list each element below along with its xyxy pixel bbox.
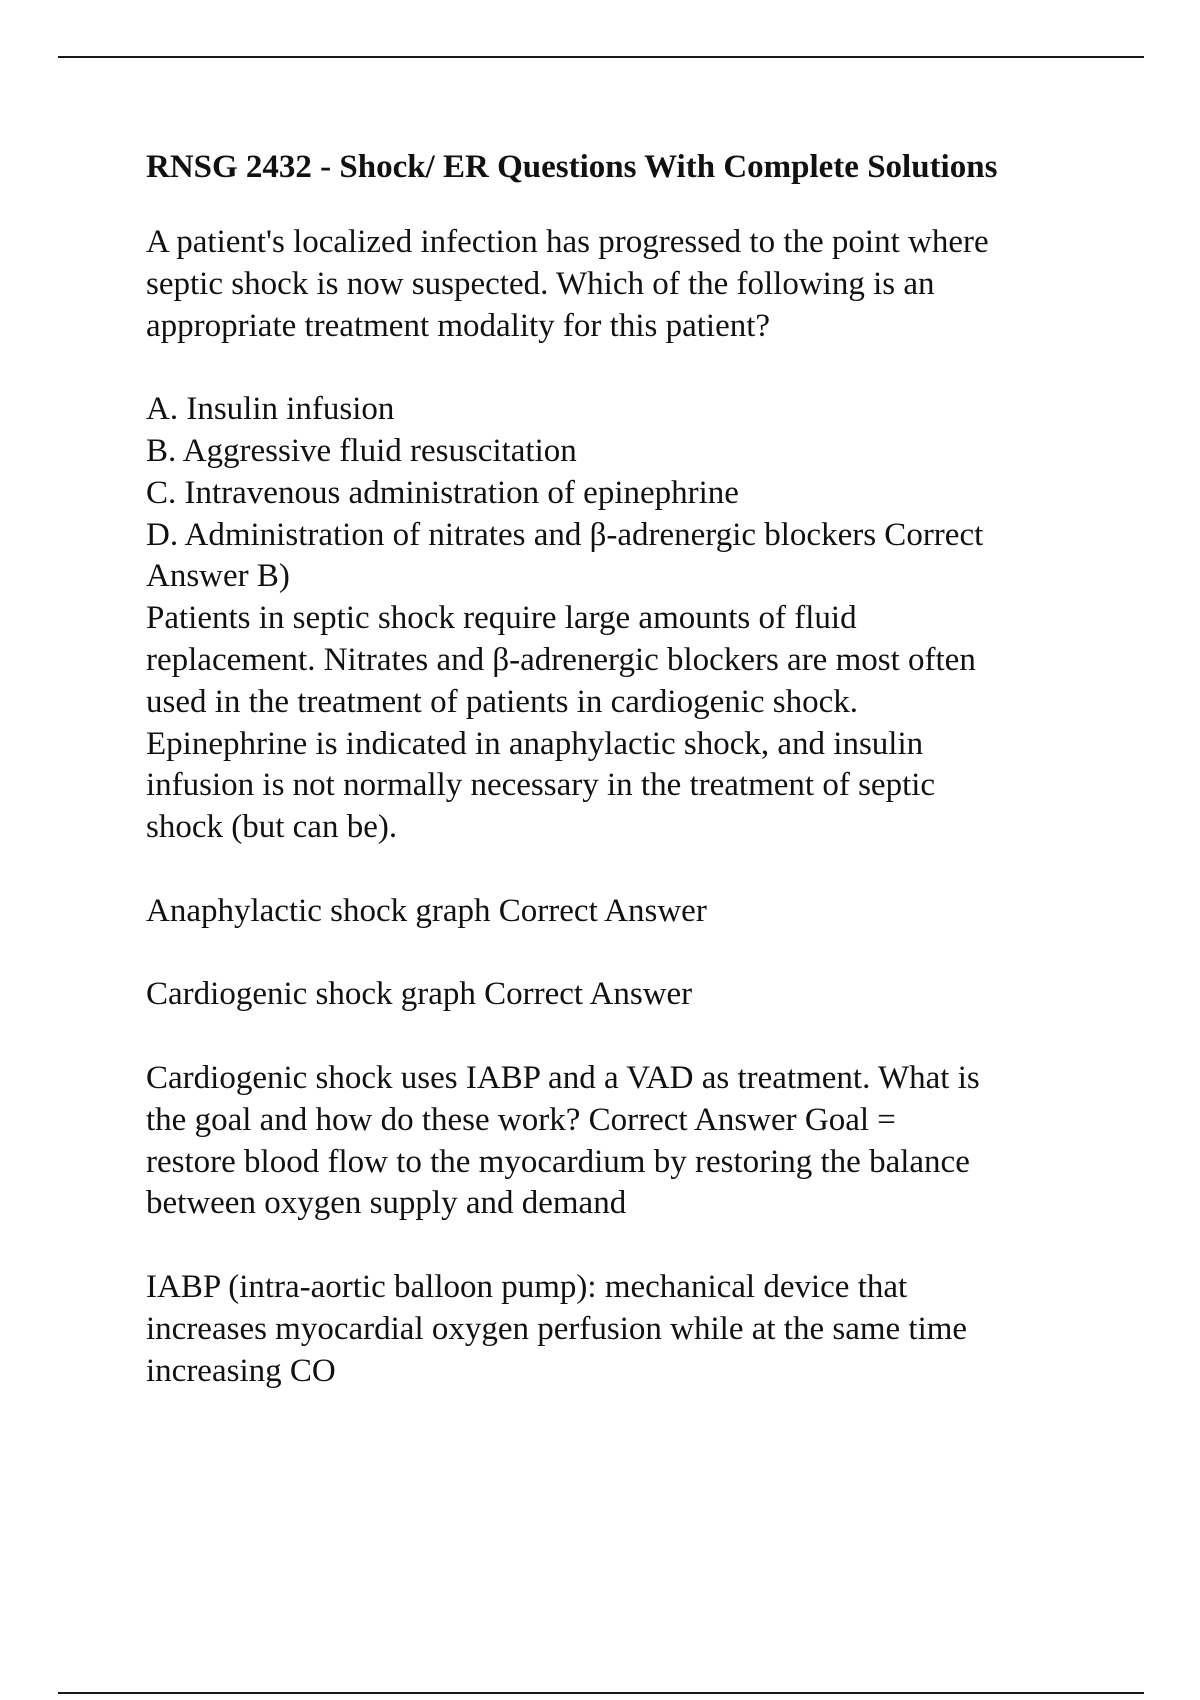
document-body [146,140,1106,1392]
rationale-line: Patients in septic shock require large amounts of fluid [146,600,857,637]
text-line: septic shock is now suspected. Which of the following is an [146,265,935,302]
rationale-line: Epinephrine is indicated in anaphylactic shock, and insulin [146,725,924,762]
bottom-rule [58,1692,1144,1694]
anaphylactic-shock-graph [146,891,1106,933]
text-line: Cardiogenic shock graph Correct Answer [146,976,693,1013]
text-line: IABP (intra-aortic balloon pump): mechanical device that [146,1268,908,1305]
text-line: restore blood flow to the myocardium by restoring the balance [146,1143,970,1180]
question-cardiogenic-shock [146,1058,1106,1225]
text-line: A patient's localized infection has progressed to the point where [146,224,989,260]
text-line: Cardiogenic shock uses IABP and a VAD as treatment. What is [146,1059,980,1096]
top-rule [58,56,1144,58]
text-line: appropriate treatment modality for this patient? [146,307,771,344]
spacer [146,194,1106,222]
document-title: RNSG 2432 - Shock/ ER Questions With Complete Solutions [146,149,998,185]
rationale-line: replacement. Nitrates and β-adrenergic blockers are most often [146,641,976,678]
option-b: B. Aggressive fluid resuscitation [146,432,577,469]
text-line: between oxygen supply and demand [146,1185,627,1222]
text-line: increasing CO [146,1352,336,1389]
option-d: D. Administration of nitrates and β-adrenergic blockers Correct [146,516,984,553]
spacer [146,933,1106,975]
option-a: A. Insulin infusion [146,391,395,428]
spacer [146,1016,1106,1058]
text-line: Anaphylactic shock graph Correct Answer [146,892,707,929]
iabp-description [146,1267,1106,1392]
rationale-line: used in the treatment of patients in cardiogenic shock. [146,683,859,720]
spacer [146,849,1106,891]
rationale-line: infusion is not normally necessary in the treatment of septic [146,767,936,804]
text-line: the goal and how do these work? Correct Answer Goal = [146,1101,896,1138]
question-septic-shock [146,222,1106,347]
correct-answer: Answer B) [146,558,290,595]
spacer [146,1225,1106,1267]
cardiogenic-shock-graph [146,974,1106,1016]
text-line: increases myocardial oxygen perfusion while at the same time [146,1310,968,1347]
spacer [146,347,1106,389]
options-and-rationale [146,389,1106,849]
option-c: C. Intravenous administration of epinephrine [146,474,739,511]
rationale-line: shock (but can be). [146,809,398,846]
